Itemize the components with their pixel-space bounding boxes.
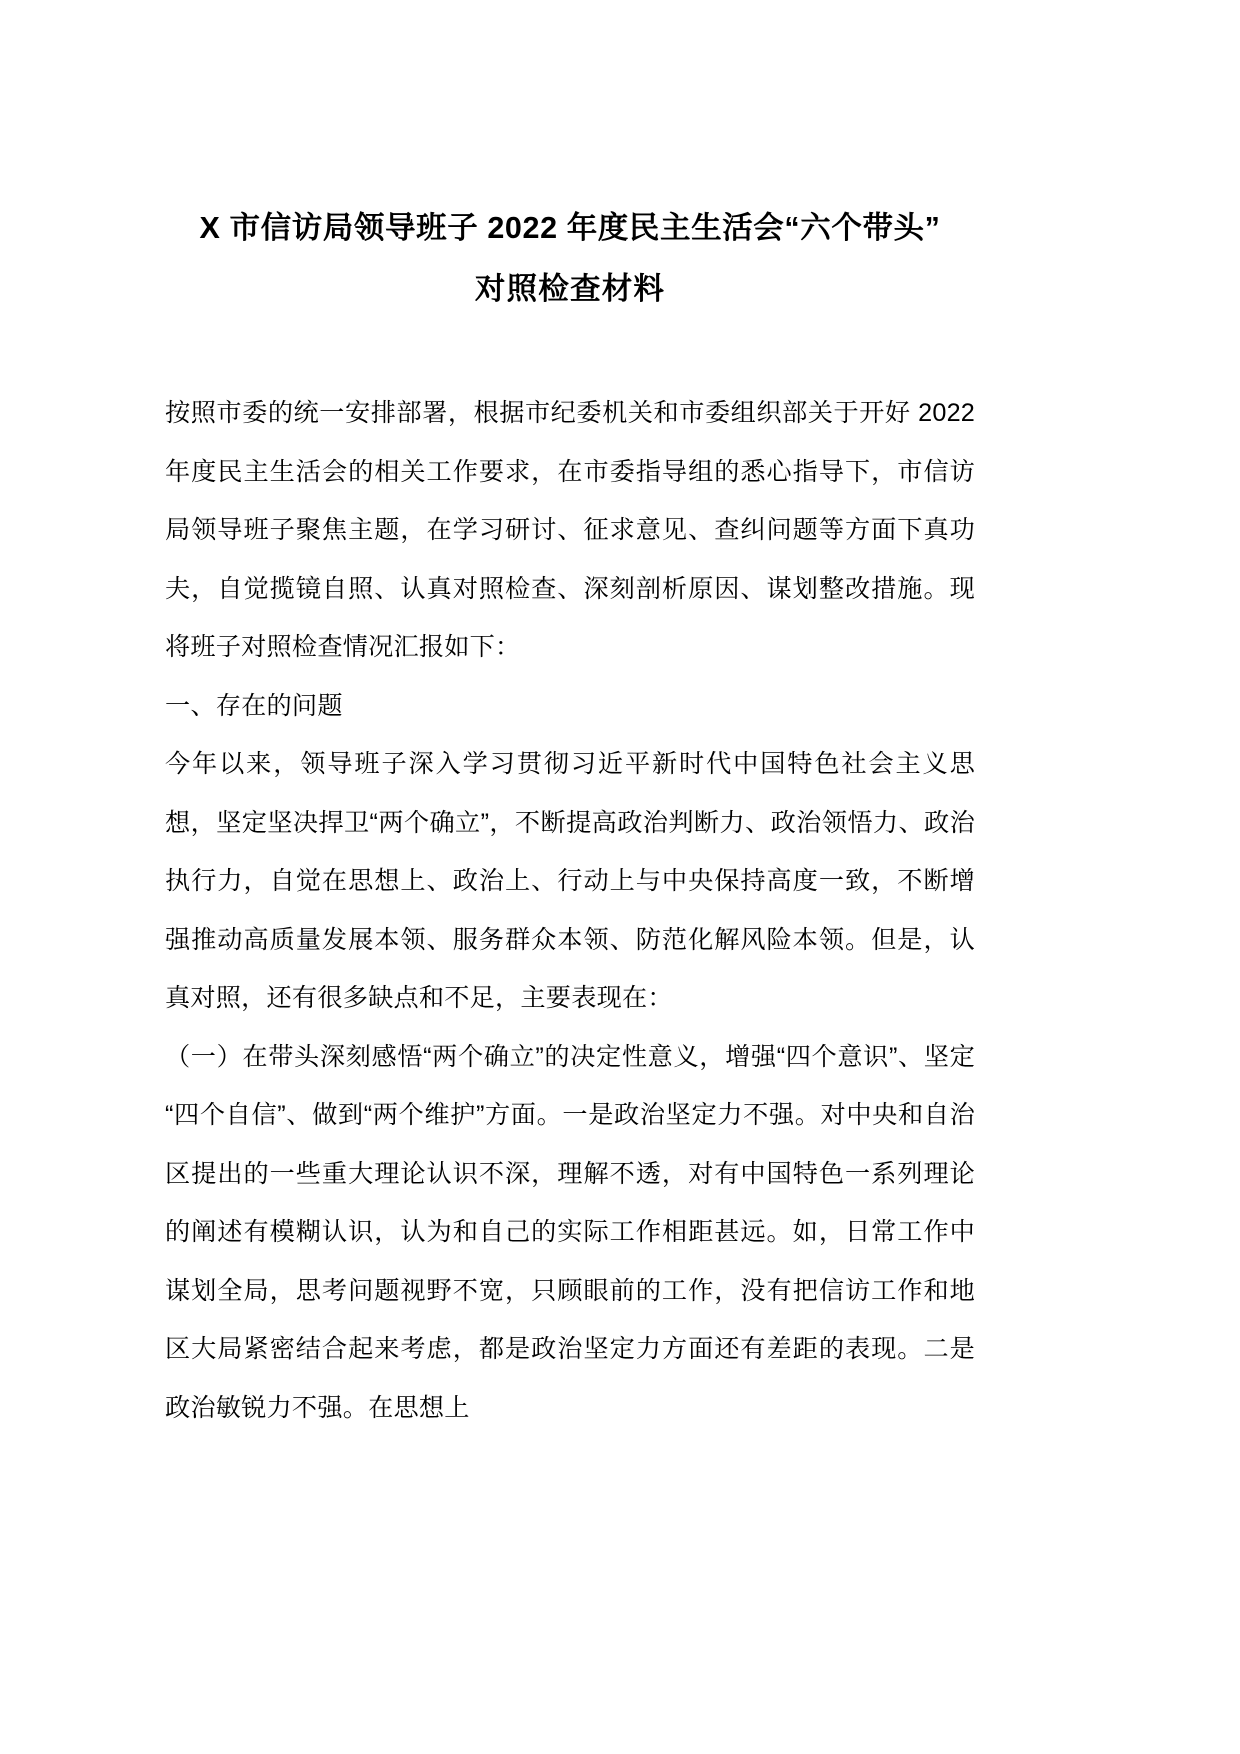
document-title-line-1: X 市信访局领导班子 2022 年度民主生活会“六个带头” bbox=[199, 211, 941, 245]
intro-paragraph: 按照市委的统一安排部署，根据市纪委机关和市委组织部关于开好 2022 年度民主生活会的相关工作要求，在市委指导组的悉心指导下，市信访局领导班子聚焦主题，在学习研讨、征求意见、查纠问题等方面下真功夫，自觉揽镜自照、认真对照检查、深刻剖析原因、谋划整改措施。现将班子对照检查情况汇报如下： bbox=[165, 399, 975, 661]
document-title bbox=[165, 0, 975, 320]
document-content bbox=[165, 0, 975, 1437]
section-heading-one: 一、存在的问题 bbox=[165, 691, 343, 720]
subsection-one-paragraph: （一）在带头深刻感悟“两个确立”的决定性意义，增强“四个意识”、坚定“四个自信”、做到“两个维护”方面。一是政治坚定力不强。对中央和自治区提出的一些重大理论认识不深，理解不透，对有中国特色一系列理论的阐述有模糊认识，认为和自己的实际工作相距甚远。如，日常工作中谋划全局，思考问题视野不宽，只顾眼前的工作，没有把信访工作和地区大局紧密结合起来考虑，都是政治坚定力方面还有差距的表现。二是政治敏锐力不强。在思想上 bbox=[165, 1042, 975, 1422]
document-title-line-2: 对照检查材料 bbox=[474, 272, 666, 306]
overview-paragraph: 今年以来，领导班子深入学习贯彻习近平新时代中国特色社会主义思想，坚定坚决捍卫“两个确立”，不断提高政治判断力、政治领悟力、政治执行力，自觉在思想上、政治上、行动上与中央保持高度一致，不断增强推动高质量发展本领、服务群众本领、防范化解风险本领。但是，认真对照，还有很多缺点和不足，主要表现在： bbox=[165, 750, 975, 1012]
document-body bbox=[165, 384, 975, 1437]
